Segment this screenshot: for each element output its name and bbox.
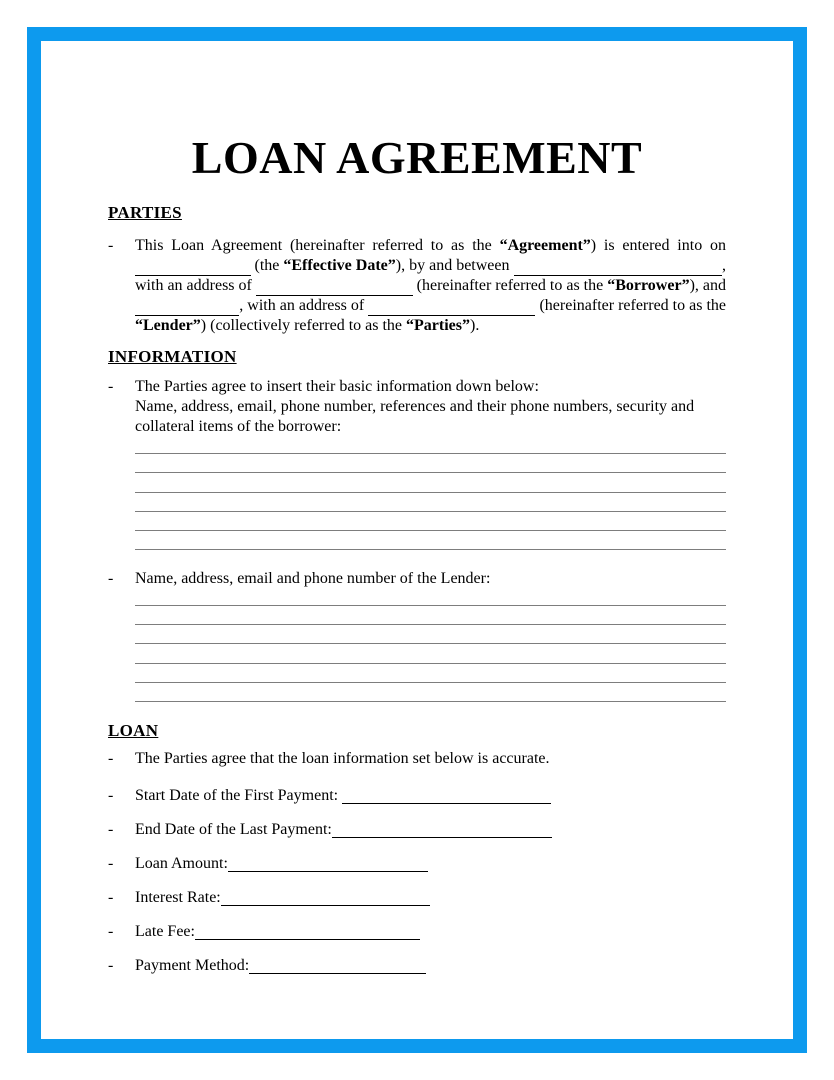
field-label: Start Date of the First Payment: <box>135 786 343 804</box>
paragraph-text: (hereinafter referred to as the <box>412 277 608 294</box>
borrower-info-text <box>135 377 726 437</box>
loan-field-row <box>108 820 726 840</box>
loan-field-row <box>108 922 726 942</box>
paragraph-text-bold: “Lender” <box>135 317 201 334</box>
ruled-line[interactable] <box>135 453 726 472</box>
field-fill-in-blank[interactable] <box>195 926 420 940</box>
bullet-dash: - <box>108 820 114 838</box>
paragraph-text: with an address of <box>135 277 256 294</box>
bullet-dash: - <box>108 854 114 872</box>
parties-bullet <box>108 236 726 336</box>
loan-heading: LOAN <box>108 720 159 740</box>
paragraph-text: , <box>722 257 726 274</box>
paragraph-line <box>135 236 726 256</box>
paragraph-line <box>135 296 726 316</box>
lender-write-in-lines <box>135 605 726 721</box>
paragraph-text: ) (collectively referred to as the <box>200 317 407 334</box>
field-fill-in-blank[interactable] <box>228 858 428 872</box>
bullet-text-line: The Parties agree to insert their basic information down below: <box>135 378 539 395</box>
bullet-dash: - <box>108 749 114 767</box>
lender-info-text <box>135 569 726 589</box>
loan-field-row <box>108 854 726 874</box>
ruled-line[interactable] <box>135 511 726 530</box>
paragraph-text: ). <box>470 317 480 334</box>
ruled-line[interactable] <box>135 663 726 682</box>
paragraph-text: This Loan Agreement (hereinafter referred to as the <box>135 237 500 254</box>
field-fill-in-blank[interactable] <box>332 824 552 838</box>
ruled-line[interactable] <box>135 701 726 720</box>
paragraph-text-bold: “Effective Date” <box>283 257 396 274</box>
field-fill-in-blank[interactable] <box>249 960 426 974</box>
ruled-line[interactable] <box>135 624 726 643</box>
paragraph-line <box>135 276 726 296</box>
fill-in-blank[interactable] <box>256 279 413 296</box>
paragraph-text-bold: “Borrower” <box>607 277 690 294</box>
bullet-dash: - <box>108 956 114 974</box>
paragraph-line <box>135 316 726 336</box>
field-label: End Date of the Last Payment: <box>135 820 332 838</box>
loan-intro-bullet <box>108 749 726 769</box>
bullet-text-line: Name, address, email, phone number, references and their phone numbers, security and <box>135 398 695 415</box>
fill-in-blank[interactable] <box>135 299 239 316</box>
paragraph-text: (hereinafter referred to as the <box>535 297 726 314</box>
parties-paragraph <box>135 236 726 336</box>
bullet-dash: - <box>108 786 114 804</box>
lender-info-bullet <box>108 569 726 589</box>
bullet-dash: - <box>108 922 114 940</box>
loan-field-row <box>108 786 726 806</box>
ruled-line[interactable] <box>135 605 726 624</box>
bullet-text-line: collateral items of the borrower: <box>135 418 342 435</box>
bullet-dash: - <box>108 378 114 395</box>
paragraph-text: (the <box>250 257 284 274</box>
paragraph-text: ), and <box>689 277 726 294</box>
loan-field-row <box>108 888 726 908</box>
ruled-line[interactable] <box>135 682 726 701</box>
bullet-dash: - <box>108 569 114 587</box>
document-title: LOAN AGREEMENT <box>191 132 643 183</box>
ruled-line[interactable] <box>135 549 726 568</box>
page-border-frame <box>27 27 807 1053</box>
document-content <box>41 41 793 1039</box>
field-fill-in-blank[interactable] <box>221 892 430 906</box>
parties-heading: PARTIES <box>108 203 182 222</box>
bullet-dash: - <box>108 237 114 254</box>
borrower-write-in-lines <box>135 453 726 569</box>
bullet-dash: - <box>108 888 114 906</box>
loan-intro-text: The Parties agree that the loan information set below is accurate. <box>135 749 550 767</box>
field-label: Loan Amount: <box>135 854 228 872</box>
ruled-line[interactable] <box>135 643 726 662</box>
loan-fields <box>108 786 726 976</box>
paragraph-text: ) is entered into on <box>590 237 727 254</box>
field-fill-in-blank[interactable] <box>342 790 551 804</box>
paragraph-text-bold: “Parties” <box>406 317 470 334</box>
fill-in-blank[interactable] <box>514 259 723 276</box>
ruled-line[interactable] <box>135 492 726 511</box>
information-heading: INFORMATION <box>108 347 237 366</box>
field-label: Payment Method: <box>135 956 250 974</box>
field-label: Interest Rate: <box>135 888 221 906</box>
borrower-info-bullet <box>108 377 726 437</box>
paragraph-line <box>135 256 726 276</box>
fill-in-blank[interactable] <box>135 259 251 276</box>
field-label: Late Fee: <box>135 922 195 940</box>
paragraph-text-bold: “Agreement” <box>499 237 591 254</box>
ruled-line[interactable] <box>135 472 726 491</box>
fill-in-blank[interactable] <box>368 299 535 316</box>
loan-field-row <box>108 956 726 976</box>
paragraph-text: ), by and between <box>395 257 514 274</box>
paragraph-text: , with an address of <box>239 297 369 314</box>
ruled-line[interactable] <box>135 530 726 549</box>
bullet-text-line: Name, address, email and phone number of the Lender: <box>135 569 491 587</box>
